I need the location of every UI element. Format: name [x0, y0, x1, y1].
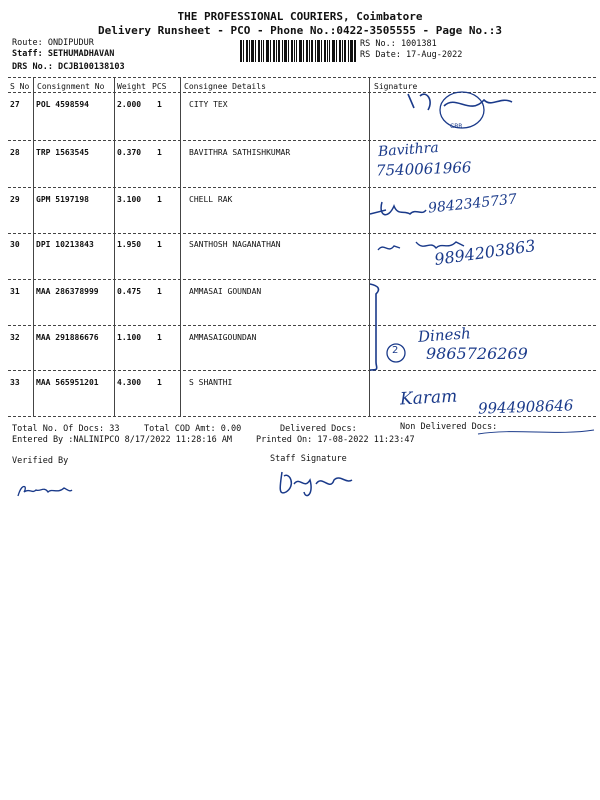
- table-top-rule: [8, 77, 596, 78]
- header-weight: Weight: [117, 82, 146, 91]
- document-subtitle: Delivery Runsheet - PCO - Phone No.:0422-3505555 - Page No.:3: [98, 24, 502, 37]
- row-pcs: 1: [157, 240, 162, 249]
- signature-row33-name: Karam: [399, 386, 458, 410]
- row-consignee: SANTHOSH NAGANATHAN: [189, 240, 281, 249]
- staff-label: Staff: SETHUMADHAVAN: [12, 49, 115, 59]
- total-docs: Total No. Of Docs: 33: [12, 424, 120, 434]
- row-weight: 1.950: [117, 240, 142, 249]
- row-pcs: 1: [157, 195, 162, 204]
- row-sno: 30: [10, 240, 20, 249]
- total-cod: Total COD Amt: 0.00: [144, 424, 242, 434]
- signature-row32-phone: 9865726269: [426, 344, 528, 363]
- row-rule: [8, 325, 596, 326]
- verified-by-signature: [14, 478, 74, 502]
- column-divider: [33, 78, 34, 416]
- circled-mark-number: 2: [392, 345, 399, 356]
- row-consignment: POL 4598594: [36, 100, 89, 109]
- signature-row32-name: Dinesh: [417, 324, 472, 346]
- drs-number: DRS No.: DCJB100138103: [12, 62, 125, 72]
- row-sno: 33: [10, 378, 20, 387]
- row-sno: 32: [10, 333, 20, 342]
- row-consignee: CHELL RAK: [189, 195, 233, 204]
- row-consignee: AMMASAIGOUNDAN: [189, 333, 257, 342]
- row-rule: [8, 370, 596, 371]
- row-sno: 27: [10, 100, 20, 109]
- row-consignee: S SHANTHI: [189, 378, 233, 387]
- row-consignee: CITY TEX: [189, 100, 228, 109]
- row-consignment: MAA 286378999: [36, 287, 99, 296]
- staff-signature-label: Staff Signature: [270, 454, 347, 464]
- row-pcs: 1: [157, 378, 162, 387]
- header-consignment: Consignment No: [37, 82, 105, 91]
- row-consignment: GPM 5197198: [36, 195, 89, 204]
- row-weight: 1.100: [117, 333, 142, 342]
- non-delivered-docs: Non Delivered Docs:: [400, 422, 498, 432]
- signature-row29-scribble: [368, 196, 428, 226]
- route-label: Route: ONDIPUDUR: [12, 38, 94, 48]
- entered-by: Entered By :NALINIPCO 8/17/2022 11:28:16 AM: [12, 435, 233, 445]
- row-weight: 0.475: [117, 287, 142, 296]
- signature-row27-stamp: [400, 86, 520, 136]
- row-sno: 31: [10, 287, 20, 296]
- row-weight: 2.000: [117, 100, 142, 109]
- header-consignee: Consignee Details: [184, 82, 266, 91]
- rs-date: RS Date: 17-Aug-2022: [360, 50, 463, 60]
- row-weight: 0.370: [117, 148, 142, 157]
- row-sno: 28: [10, 148, 20, 157]
- signature-row29-phone: 9842345737: [427, 191, 518, 217]
- row-pcs: 1: [157, 100, 162, 109]
- row-weight: 3.100: [117, 195, 142, 204]
- row-rule: [8, 187, 596, 188]
- row-consignee: AMMASAI GOUNDAN: [189, 287, 262, 296]
- bracket-mark: [366, 282, 386, 372]
- rs-number: RS No.: 1001381: [360, 39, 437, 49]
- row-rule: [8, 233, 596, 234]
- signature-row28-name: Bavithra: [377, 139, 440, 161]
- verified-by-label: Verified By: [12, 456, 69, 466]
- row-consignee: BAVITHRA SATHISHKUMAR: [189, 148, 291, 157]
- signature-row30-phone: 9894203863: [433, 236, 537, 269]
- signature-row33-phone: 9944908646: [477, 396, 574, 418]
- row-rule: [8, 279, 596, 280]
- signature-row28-phone: 7540061966: [375, 158, 472, 180]
- row-sno: 29: [10, 195, 20, 204]
- row-rule: [8, 140, 596, 141]
- row-pcs: 1: [157, 287, 162, 296]
- column-divider: [114, 78, 115, 416]
- row-pcs: 1: [157, 148, 162, 157]
- row-consignment: DPI 10213843: [36, 240, 94, 249]
- row-consignment: MAA 291886676: [36, 333, 99, 342]
- header-signature: Signature: [374, 82, 418, 91]
- svg-text:CBR: CBR: [450, 123, 463, 130]
- barcode-image: [240, 40, 356, 62]
- header-pcs: PCS: [152, 82, 167, 91]
- delivered-docs: Delivered Docs:: [280, 424, 357, 434]
- row-consignment: MAA 565951201: [36, 378, 99, 387]
- row-consignment: TRP 1563545: [36, 148, 89, 157]
- document-title: THE PROFESSIONAL COURIERS, Coimbatore: [177, 10, 423, 23]
- staff-signature-mark: [276, 466, 356, 500]
- printed-on: Printed On: 17-08-2022 11:23:47: [256, 435, 415, 445]
- row-pcs: 1: [157, 333, 162, 342]
- column-divider: [180, 78, 181, 416]
- row-weight: 4.300: [117, 378, 142, 387]
- header-sno: S No: [10, 82, 30, 91]
